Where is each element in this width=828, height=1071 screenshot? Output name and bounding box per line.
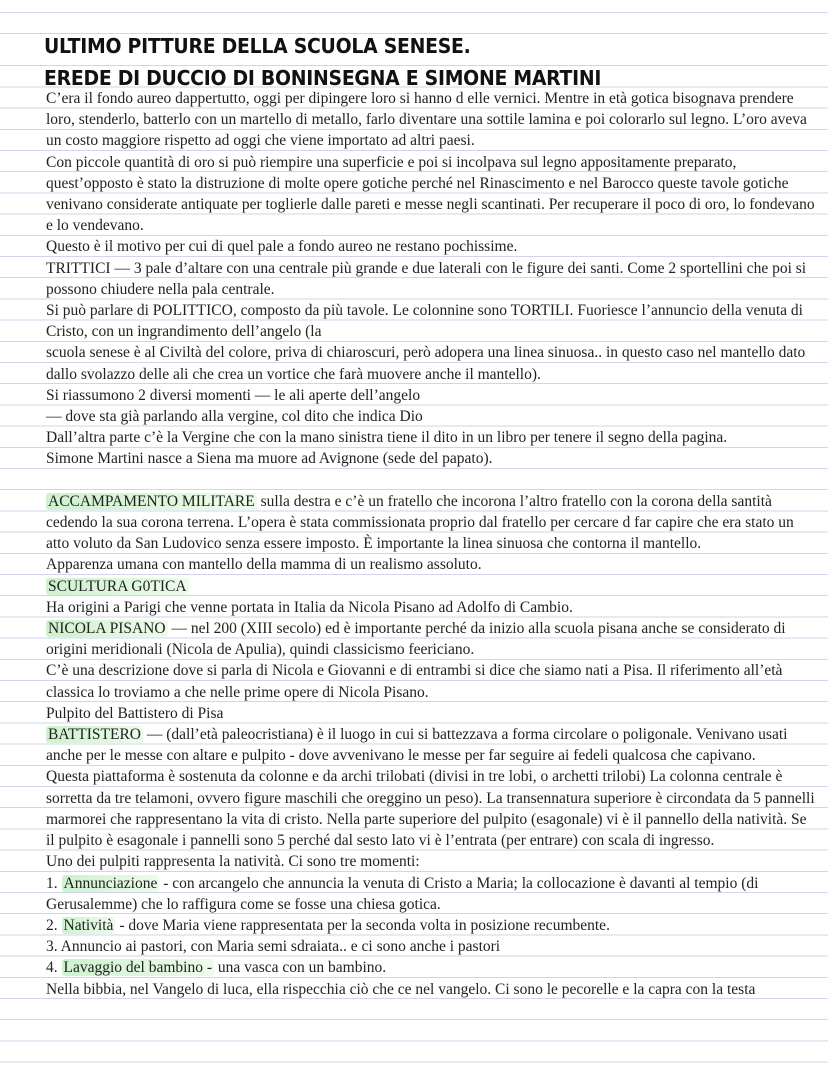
paragraph-motivo: Questo è il motivo per cui di quel pale a fondo aureo ne restano pochissime. [46, 238, 518, 256]
highlight-battistero: BATTISTERO [48, 726, 141, 744]
lavaggio-text: una vasca con un bambino. [214, 959, 387, 977]
nicola-pisano-text: — nel 200 (XIII secolo) ed è importante perché da inizio alla scuola pisana anche se considerato di origini meridionali (Nicola de Apulia), quindi classicismo feericiano. [46, 620, 786, 659]
page-title [44, 30, 601, 94]
paragraph-fondo-aureo: C’era il fondo aureo dappertutto, oggi per dipingere loro si hanno d elle vernici. Mentre in età gotica bisognava prendere loro, stenderlo, batterlo con un martello di metallo, farlo diventare una sottile lamina e poi colorarlo sul legno. L’oro aveva un costo maggiore rispetto ad oggi che viene importato ad altri paesi. [46, 90, 807, 150]
list-number: 1. [46, 874, 62, 892]
paragraph-dito: — dove sta già parlando alla vergine, col dito che indica Dio [46, 408, 423, 426]
highlight-nicola-pisano: NICOLA PISANO [48, 620, 166, 638]
paragraph-apparenza: Apparenza umana con mantello della mamma di un realismo assoluto. [46, 556, 482, 574]
paragraph-piattaforma: Questa piattaforma è sostenuta da colonne e da archi trilobati (divisi in tre lobi, o archetti trilobi) La colonna centrale è sorretta da tre telamoni, ovvero figure maschili che oreggino un peso). La transennatura superiore è circondata da 5 pannelli marmorei che rappresentano la vita di cristo. Nella parte superiore del pulpito (esagonale) vi è il pannello della natività. Se il pulpito è esagonale i pannelli sono 5 perché dal sesto lato vi è l’entrata (per entrare) con scala di ingresso. [46, 768, 815, 850]
nativita-text: - dove Maria viene rappresentata per la seconda volta in posizione recumbente. [115, 916, 610, 934]
paragraph-bibbia: Nella bibbia, nel Vangelo di luca, ella rispecchia ciò che ce nel vangelo. Ci sono le pecorelle e la capra con la testa [46, 980, 756, 998]
title-line-1: ULTIMO PITTURE DELLA SCUOLA SENESE. [44, 34, 471, 58]
highlight-annunciazione: Annunciazione [63, 874, 158, 892]
highlight-lavaggio: Lavaggio del bambino - [63, 959, 212, 977]
paragraph-scuola-senese: scuola senese è al Civiltà del colore, priva di chiaroscuri, però adopera una linea sinuosa.. in questo caso nel mantello dato dallo svolazzo delle ali che crea un vortice che farà muovere anche il mantello). [46, 344, 806, 383]
paragraph-polittico: Si può parlare di POLITTICO, composto da più tavole. Le colonnine sono TORTILI. Fuoriesce l’annuncio della venuta di Cristo, con un ingrandimento dell’angelo (la [46, 302, 803, 341]
paragraph-scultura-gotica [46, 576, 816, 597]
paragraph-vergine: Dall’altra parte c’è la Vergine che con la mano sinistra tiene il dito in un libro per tenere il segno della pagina. [46, 429, 728, 447]
annunciazione-text: - con arcangelo che annuncia la venuta di Cristo a Maria; la collocazione è davanti al tempio (di Gerusalemme) che lo raffigura come se fosse una chiesa gotica. [46, 874, 759, 913]
highlight-scultura-gotica: SCULTURA G0TICA [48, 577, 187, 595]
paragraph-pulpito: Pulpito del Battistero di Pisa [46, 704, 224, 722]
list-item-nativita [46, 915, 816, 936]
notes-body [46, 88, 816, 1000]
title-line-2: EREDE DI DUCCIO DI BONINSEGNA E SIMONE MARTINI [44, 66, 602, 90]
list-item-annunciazione [46, 873, 816, 915]
paragraph-nicola-pisano [46, 618, 816, 660]
paragraph-simone-martini: Simone Martini nasce a Siena ma muore ad Avignone (sede del papato). [46, 450, 493, 468]
list-number: 2. [46, 916, 62, 934]
paragraph-trittici: TRITTICI — 3 pale d’altare con una centrale più grande e due laterali con le figure dei santi. Come 2 sportellini che poi si possono chiudere nella pala centrale. [46, 259, 807, 298]
blank-line [46, 470, 816, 491]
paragraph-accampamento [46, 491, 816, 555]
highlight-accampamento: ACCAMPAMENTO MILITARE [48, 492, 255, 510]
highlight-nativita: Natività [63, 916, 114, 934]
paragraph-oro: Con piccole quantità di oro si può riempire una superficie e poi si incolpava sul legno appositamente preparato, quest’opposto è stato la distruzione di molte opere gotiche perché nel Rinascimento e nel Barocco queste tavole gotiche venivano considerate antiquate per toglierle dalle pareti e messe negli scantinati. Per recuperare il poco di oro, lo fondevano e lo vendevano. [46, 153, 815, 235]
battistero-text: — (dall’età paleocristiana) è il luogo in cui si battezzava a forma circolare o poligonale. Venivano usati anche per le messe con altare e pulpito - dove avvenivano le messe per far seguire ai fedeli qualcosa che capivano. [46, 726, 788, 765]
paragraph-origini: Ha origini a Parigi che venne portata in Italia da Nicola Pisano ad Adolfo di Cambio. [46, 598, 573, 616]
paragraph-battistero [46, 724, 816, 766]
list-number: 4. [46, 959, 62, 977]
accampamento-text: sulla destra e c’è un fratello che incorona l’altro fratello con la corona della santità cedendo la sua corona terrena. L’opera è stata commissionata proprio dal fratello per cercare d far capire che era stato un atto voluto da San Ludovico senza essere imposto. È importante la linea sinuosa che contorna il mantello. [46, 492, 794, 553]
paragraph-momenti: Si riassumono 2 diversi momenti — le ali aperte dell’angelo [46, 386, 421, 404]
paragraph-descrizione: C’è una descrizione dove si parla di Nicola e Giovanni e di entrambi si dice che siamo nati a Pisa. Il riferimento all’età classica lo troviamo a che nelle prime opere di Nicola Pisano. [46, 662, 783, 701]
list-item-lavaggio [46, 957, 816, 978]
list-item-annuncio-pastori: 3. Annuncio ai pastori, con Maria semi sdraiata.. e ci sono anche i pastori [46, 938, 501, 956]
paragraph-pulpiti: Uno dei pulpiti rappresenta la natività. Ci sono tre momenti: [46, 853, 420, 871]
